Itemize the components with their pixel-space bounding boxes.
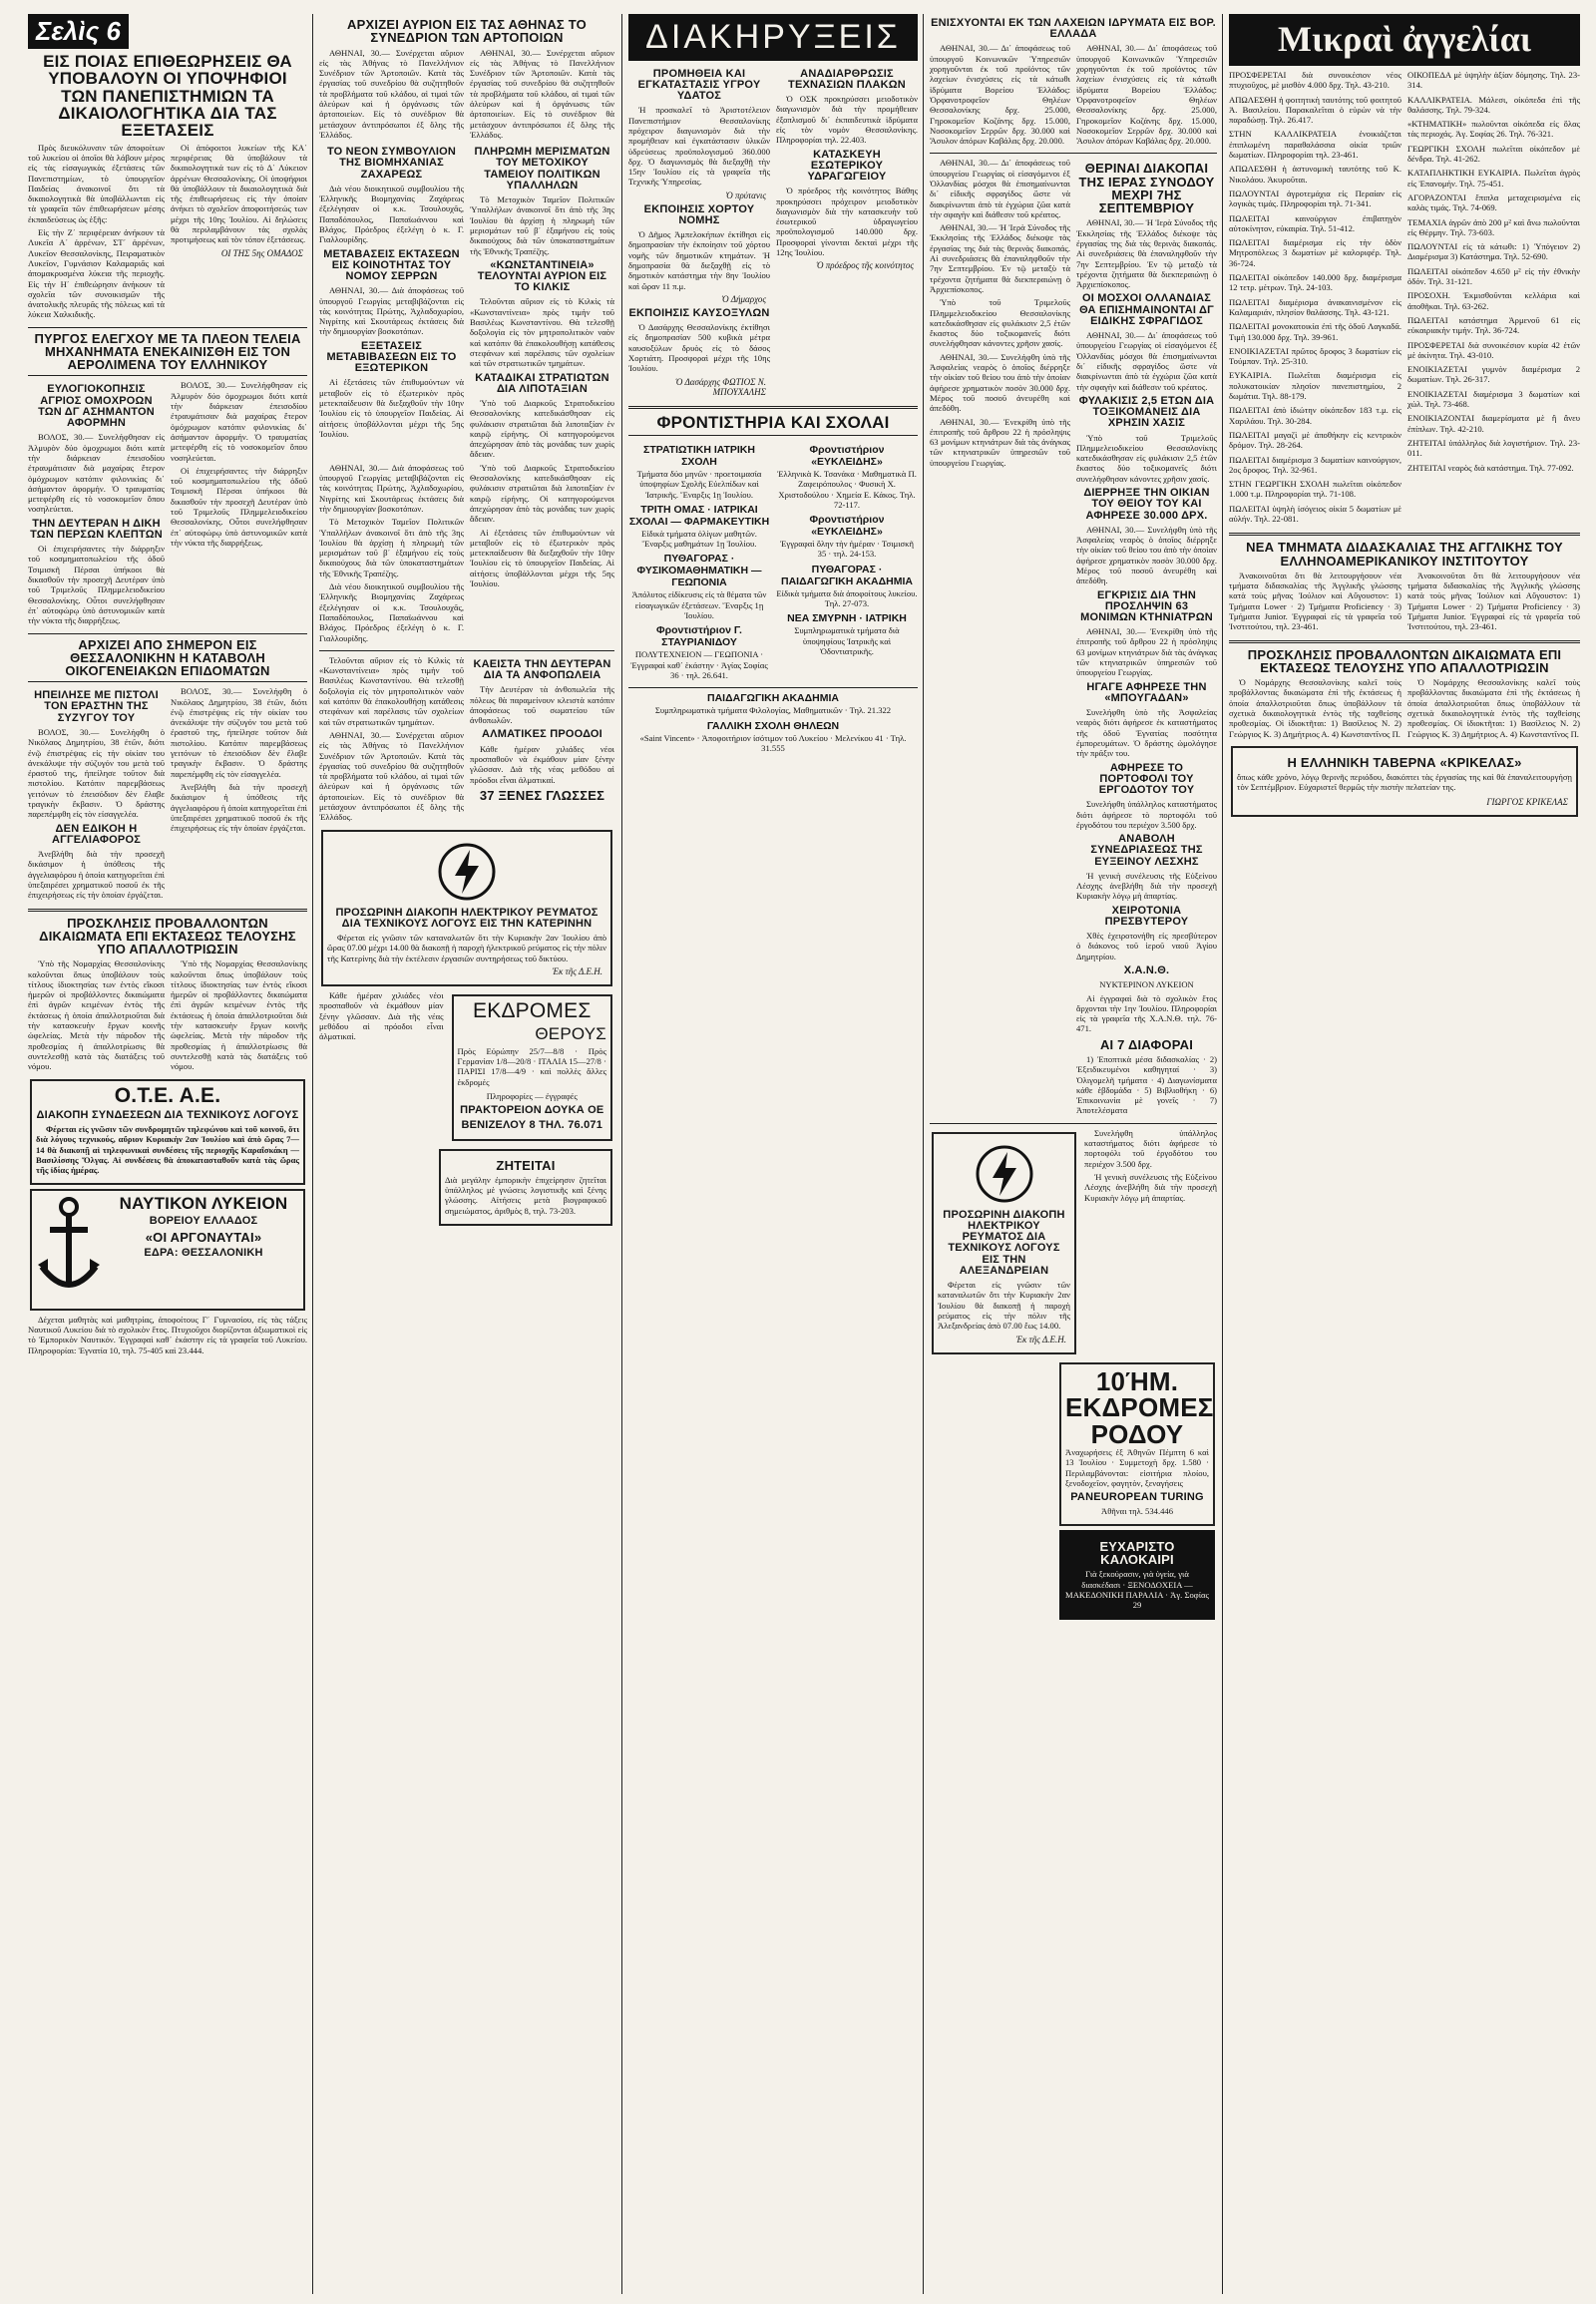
article-body: Συνελήφθη ὑπάλληλος καταστήματος διότι ἀφήρεσε τὸ πορτοφόλι τοῦ ἐργοδότου του περιέχον 3.500 δρχ.	[1076, 799, 1217, 830]
deh-logo-icon	[975, 1144, 1034, 1204]
article-body: Τὴν Δευτέραν τὰ ἀνθοπωλεῖα τῆς πόλεως θὰ παραμείνουν κλειστὰ κατόπιν ἀποφάσεως τοῦ σωματείου τῶν ἀνθοπωλῶν.	[470, 684, 614, 726]
article-body: ΒΟΛΟΣ, 30.— Συνελήφθησαν εἰς Ἀλμυρὸν δύο ὁμοχρωμοι διότι κατὰ τὴν διάρκειαν ἐπεισοδίου ἐτραυμάτισαν διὰ μαχαίρας ἕτερον ὁμόχρωμον κατόπιν φιλονικίας δι᾿ ἀσήμαντον ἀφορμήν. Ὁ τραυματίας μετεφέρθη εἰς τὸ νοσοκομεῖον ὅπου νοσηλεύεται.	[28, 432, 165, 515]
article-body: ΑΘΗΝΑΙ, 30.— Δι᾿ ἀποφάσεως τοῦ ὑπουργοῦ Κοινωνικῶν Ὑπηρεσιῶν χορηγοῦνται ἐκ τοῦ προϊόντος τῶν λαχείων ἐνισχύσεις εἰς τὰ κάτωθι ἱδρύματα Βορείου Ἑλλάδος: Ὀρφανοτροφεῖον Θηλέων Θεσσαλονίκης δρχ. 25.000, Γηροκομεῖον Κοζάνης δρχ. 15.000, Νοσοκομεῖον Σερρῶν δρχ. 30.000 καὶ Ἄσυλον ἀπόρων Καβάλας δρχ. 20.000.	[1076, 43, 1217, 147]
excursions-list: Πρὸς Εὐρώπην 25/7—8/8 · Πρὸς Γερμανίαν 1/8—20/8 · ΙΤΑΛΙΑ 15—27/8 · ΠΑΡΙΣΙ 17/8—4/9 · καὶ πολλὲς ἄλλες ἐκδρομές	[457, 1045, 606, 1087]
article-body: Ὑπὸ τῆς Νομαρχίας Θεσσαλονίκης καλοῦνται ὅπως ὑποβάλουν τοὺς τίτλους ἰδιοκτησίας των ἐντὸς εἴκοσι ἡμερῶν οἱ προβάλλοντες δικαιώματα ἐπὶ ἀγρῶν κειμένων ἐντὸς τῆς ἐκτάσεως ἡ ὁποία ἀπαλλοτριοῦται διὰ τὴν κατασκευὴν ἔργων κοινῆς ὠφελείας. Μετὰ τὴν πάροδον τῆς προθεσμίας ἡ ἀπαλλοτρίωσις θὰ συντελεσθῇ κατὰ τὰς διατάξεις τοῦ νόμου.	[28, 959, 165, 1072]
classifieds-banner: Μικραὶ ἀγγελίαι	[1229, 14, 1580, 66]
headline: ΑΡΧΙΖΕΙ ΑΠΟ ΣΗΜΕΡΟΝ ΕΙΣ ΘΕΣΣΑΛΟΝΙΚΗΝ Η ΚΑΤΑΒΟΛΗ ΟΙΚΟΓΕΝΕΙΑΚΩΝ ΕΠΙΔΟΜΑΤΩΝ	[65, 636, 270, 678]
school-name: ΣΤΡΑΤΙΩΤΙΚΗ ΙΑΤΡΙΚΗ ΣΧΟΛΗ	[643, 443, 755, 468]
headline: «ΚΩΝΣΤΑΝΤΙΝΕΙΑ» ΤΕΛΟΥΝΤΑΙ ΑΥΡΙΟΝ ΕΙΣ ΤΟ ΚΙΛΚΙΣ	[477, 258, 607, 294]
article-body: Οἱ ἐπιχειρήσαντες τὴν διάρρηξιν τοῦ κοσμηματοπωλείου τῆς ὁδοῦ Τσιμισκῆ Πέρσαι ὑπήκοοι θὰ δικασθοῦν τὴν προσεχῆ Δευτέραν ὑπὸ τοῦ Τριμελοῦς Πλημμελειοδικείου Θεσσαλονίκης. Οὗτοι συνελήφθησαν ἐπ᾿ αὐτοφώρῳ ὑπὸ ἀστυνομικῶν κατὰ τὴν νύκτα τῆς διαρρήξεως.	[28, 544, 165, 626]
column-4	[930, 14, 1217, 2294]
wanted-ad	[439, 1149, 612, 1226]
headline: ΔΙΕΡΡΗΞΕ ΤΗΝ ΟΙΚΙΑΝ ΤΟΥ ΘΕΙΟΥ ΤΟΥ ΚΑΙ ΑΦΗΡΕΣΕ 30.000 ΔΡΧ.	[1083, 487, 1210, 522]
classified-ad: ΚΑΤΑΠΛΗΚΤΙΚΗ ΕΥΚΑΙΡΙΑ. Πωλεῖται ἀγρὸς εἰς Ἐπανομήν. Τηλ. 75-451.	[1407, 168, 1580, 189]
classified-ad: ΠΩΛΕΙΤΑΙ ὑψηλὴ ἰσόγειος οἰκία 5 δωματίων μὲ αὐλήν. Τηλ. 22-081.	[1229, 503, 1401, 524]
proclamation-title: ΠΡΟΜΗΘΕΙΑ ΚΑΙ ΕΓΚΑΤΑΣΤΑΣΙΣ ΥΓΡΟΥ ΥΔΑΤΟΣ	[637, 67, 761, 103]
ote-subtitle: ΔΙΑΚΟΠΗ ΣΥΝΔΕΣΕΩΝ ΔΙΑ ΤΕΧΝΙΚΟΥΣ ΛΟΓΟΥΣ	[36, 1108, 299, 1121]
excursions-info: Πληροφορίες — ἐγγραφές	[486, 1090, 578, 1101]
classified-ad: ΖΗΤΕΙΤΑΙ ὑπάλληλος διὰ λογιστήριον. Τηλ. 23-011.	[1407, 437, 1580, 459]
school-name: Φροντιστήριον Γ. ΣΤΑΥΡΙΑΝΙΔΟΥ	[656, 624, 742, 649]
byline: ΟΙ ΤΗΣ 5ης ΟΜΑΔΟΣ	[220, 247, 303, 258]
school-name: ΓΑΛΛΙΚΗ ΣΧΟΛΗ ΘΗΛΕΩΝ	[706, 719, 840, 732]
column-2	[319, 14, 614, 2294]
school-details: Συμπληρωματικὰ τμήματα διὰ ὑποψηφίους Ἰατρικῆς καὶ Ὀδοντιατρικῆς.	[794, 625, 900, 656]
headline: ΝΕΑ ΤΜΗΜΑΤΑ ΔΙΔΑΣΚΑΛΙΑΣ ΤΗΣ ΑΓΓΛΙΚΗΣ ΤΟΥ ΕΛΛΗΝΟΑΜΕΡΙΚΑΝΙΚΟΥ ΙΝΣΤΙΤΟΥΤΟΥ	[1246, 540, 1563, 569]
school-name: Φροντιστήριον «ΕΥΚΛΕΙΔΗΣ»	[809, 514, 885, 539]
school-details: ΠΟΛΥΤΕΧΝΕΙΟΝ — ΓΕΩΠΟΝΙΑ · Ἐγγραφαὶ καθ᾿ ἑκάστην · Ἀγίας Σοφίας 36 · τηλ. 26.641.	[630, 649, 768, 680]
headline: ΚΑΤΑΔΙΚΑΙ ΣΤΡΑΤΙΩΤΩΝ ΔΙΑ ΛΙΠΟΤΑΞΙΑΝ	[475, 371, 609, 395]
taverna-body: ὅπως κάθε χρόνο, λόγῳ θερινῆς περιόδου, διακόπτει τὰς ἐργασίας της καὶ θὰ ἐπαναλειτουργήσῃ τὸν Σεπτέμβριον. Εὐχαριστεῖ θερμῶς τὴν πιστὴν πελατείαν της.	[1237, 772, 1572, 793]
lead-body: Οἱ ἀπόφοιτοι λυκείων τῆς ΚΑ΄ περιφέρειας θὰ ὑποβάλουν τὰ δικαιολογητικά των εἰς τὸ Δ΄ Λύκειον ἀρρένων Θεσσαλονίκης. Οἱ ὑποψήφιοι θὰ ὑποβάλλουν τὰ δικαιολογητικὰ διὰ τῆς ἐπιθεωρήσεως εἰς τὴν ὁποίαν ἀνήκει τὸ σχολεῖον ἀποφοιτήσεώς των μέχρι τῆς 10ης Ἰουλίου. Αἱ δηλώσεις θὰ περιλαμβάνουν τὰς σχολὰς προτιμήσεως καὶ τὸν τόπον ἐξετάσεως.	[171, 142, 307, 245]
article-body: ΒΟΛΟΣ, 30.— Συνελήφθησαν εἰς Ἀλμυρὸν δύο ὁμοχρωμοι διότι κατὰ τὴν διάρκειαν ἐπεισοδίου ἐτραυμάτισαν διὰ μαχαίρας ἕτερον ὁμόχρωμον κατόπιν φιλονικίας δι᾿ ἀσήμαντον ἀφορμήν. Ὁ τραυματίας μετεφέρθη εἰς τὸ νοσοκομεῖον ὅπου νοσηλεύεται.	[171, 380, 307, 463]
school-details: Ἐγγραφαὶ ὅλην τὴν ἡμέραν · Τσιμισκῆ 35 · τηλ. 24-153.	[779, 539, 914, 560]
classified-ad: ΕΥΚΑΙΡΙΑ. Πωλεῖται διαμέρισμα εἰς πολυκατοικίαν πλησίον πανεπιστημίου, 2 δωμάτια. Τηλ. 88-179.	[1229, 370, 1401, 402]
excursions-address: ΒΕΝΙΖΕΛΟΥ 8 ΤΗΛ. 76.071	[461, 1119, 603, 1132]
proclamation-title: ΚΑΤΑΣΚΕΥΗ ΕΣΩΤΕΡΙΚΟΥ ΥΔΡΑΓΩΓΕΙΟΥ	[807, 148, 887, 184]
classified-ad: ΕΝΟΙΚΙΑΖΕΤΑΙ πρῶτος ὄροφος 3 δωματίων εἰς Τούμπαν. Τηλ. 25-310.	[1229, 345, 1401, 367]
classified-ad: ΣΤΗΝ ΚΑΛΛΙΚΡΑΤΕΙΑ ἐνοικιάζεται ἐπιπλωμένη παραθαλάσσια οἰκία τριῶν δωματίων. Πληροφορίαι τηλ. 23-461.	[1229, 129, 1401, 161]
proclamation-title: ΕΚΠΟΙΗΣΙΣ ΚΑΥΣΟΞΥΛΩΝ	[628, 306, 770, 319]
article-body: ΑΘΗΝΑΙ, 30.— Συνελήφθη ὑπὸ τῆς Ἀσφαλείας νεαρὸς ὁ ὁποῖος διέρρηξε τὴν οἰκίαν τοῦ θείου του ἀπὸ τὴν ὁποίαν ἀφήρεσε χρηματικὸν ποσὸν 30.000 δρχ. Μέρος τοῦ ποσοῦ ἀνευρέθη καὶ ἀπεδόθη.	[1076, 524, 1217, 586]
headline: 37 ΞΕΝΕΣ ΓΛΩΣΣΕΣ	[479, 787, 605, 803]
classified-ad: ΠΩΛΕΙΤΑΙ οἰκόπεδον 140.000 δρχ. διαμέρισμα 12 τετρ. μέτρων. Τηλ. 24-103.	[1229, 272, 1401, 293]
taverna-ad	[1231, 746, 1578, 817]
headline: ΟΙ ΜΟΣΧΟΙ ΟΛΛΑΝΔΙΑΣ ΘΑ ΕΠΙΣΗΜΑΙΝΟΝΤΑΙ ΔΓ ΕΙΔΙΚΗΣ ΣΦΡΑΓΙΔΟΣ	[1079, 292, 1214, 327]
rhodes-address: Ἀθῆναι τηλ. 534.446	[1100, 1506, 1173, 1517]
classified-ad: ΠΡΟΣΦΕΡΕΤΑΙ διὰ συνοικέσιον νέος πτυχιοῦχος, μὲ μισθὸν 4.000 δρχ. Τηλ. 43-210.	[1229, 70, 1401, 91]
classified-ad: ΣΤΗΝ ΓΕΩΡΓΙΚΗ ΣΧΟΛΗ πωλεῖται οἰκόπεδον 1.000 τ.μ. Πληροφορίαι τηλ. 71-108.	[1229, 479, 1401, 500]
deh-logo-icon	[437, 842, 497, 902]
deh-signature: Ἐκ τῆς Δ.Ε.Η.	[1015, 1334, 1066, 1344]
summer-hotels-ad	[1059, 1530, 1215, 1621]
classified-ad: ΑΠΩΛΕΣΘΗ ἡ ἀστυνομικὴ ταυτότης τοῦ Κ. Νικολάου. Ἀκυροῦται.	[1229, 164, 1401, 185]
article-body: ΑΘΗΝΑΙ, 30.— Δι᾿ ἀποφάσεως τοῦ ὑπουργείου Γεωργίας οἱ εἰσαγόμενοι ἐξ Ὀλλανδίας μόσχοι θὰ ἐπισημαίνωνται δι᾿ εἰδικῆς σφραγίδος ὥστε νὰ διακρίνωνται ἀπὸ τὰ ἐγχώρια ζῶα κατὰ τὴν σφαγὴν καὶ διάθεσιν τοῦ κρέατος.	[1076, 330, 1217, 392]
classified-ad: ΕΝΟΙΚΙΑΖΕΤΑΙ γυμνὸν διαμέρισμα 2 δωματίων. Τηλ. 26-317.	[1407, 364, 1580, 385]
article-body: Ὑπὸ τοῦ Διαρκοῦς Στρατοδικείου Θεσσαλονίκης κατεδικάσθησαν εἰς φυλάκισιν στρατιῶται διὰ λιποταξίαν ἐν καιρῷ εἰρήνης. Οἱ κατηγορούμενοι ἀπεχώρησαν ἀπὸ τὰς μονάδας των χωρὶς ἄδειαν.	[470, 462, 614, 525]
classified-ad: ΠΩΛΕΙΤΑΙ μαγαζὶ μὲ ἀποθήκην εἰς κεντρικὸν δρόμον. Τηλ. 28-264.	[1229, 429, 1401, 451]
rhodes-excursion-ad	[1059, 1362, 1215, 1526]
xanth-subtitle: ΝΥΚΤΕΡΙΝΟΝ ΛΥΚΕΙΟΝ	[1099, 979, 1194, 990]
article-body: Διὰ νέου διοικητικοῦ συμβουλίου τῆς Ἑλληνικῆς Βιομηχανίας Ζαχάρεως ἐξελέγησαν οἱ κ.κ. Τσουλουχᾶς, Παπαδόπουλος, Παπαϊωάννου καὶ Βλάχος. Πρόεδρος ἐξελέγη ὁ κ. Γ. Γιαλλουρίδης.	[319, 183, 464, 245]
headline: ΚΑΕΙΣΤΑ ΤΗΝ ΔΕΥΤΕΡΑΝ ΔΙΑ ΤΑ ΑΝΦΟΠΩΛΕΙΑ	[473, 657, 611, 682]
wanted-body: Διὰ μεγάλην ἐμπορικὴν ἐπιχείρησιν ζητεῖται ὑπάλληλος μὲ γνώσεις λογιστικῆς καὶ ξένης γλώσσης. Αἰτήσεις μετὰ βιογραφικοῦ σημειώματος, ἀριθμὸς 8, τηλ. 73-203.	[445, 1174, 606, 1216]
headline: ΕΥΛΟΓΙΟΚΟΠΗΣΙΣ ΑΓΡΙΟΣ ΟΜΟΧΡΟΩΝ ΤΩΝ ΔΓ ΑΣΗΜΑΝΤΟΝ ΑΦΟΡΜΗΝ	[38, 383, 155, 430]
article-body: Ἡ γενικὴ συνέλευσις τῆς Εὐξείνου Λέσχης ἀνεβλήθη διὰ τὴν προσεχῆ Κυριακὴν λόγῳ μὴ ἀπαρτίας.	[1076, 870, 1217, 902]
classified-ad: ΠΡΟΣΟΧΗ. Ἐκμισθοῦνται κελλάρια καὶ ἀποθῆκαι. Τηλ. 63-262.	[1407, 290, 1580, 311]
headline: ΕΝΙΣΧΥΟΝΤΑΙ ΕΚ ΤΩΝ ΛΑΧΕΙΩΝ ΙΔΡΥΜΑΤΑ ΕΙΣ ΒΟΡ. ΕΛΛΑΔΑ	[931, 17, 1216, 41]
article-body: ΑΘΗΝΑΙ, 30.— Ἐνεκρίθη ὑπὸ τῆς ἐπιτροπῆς τοῦ ἄρθρου 22 ἡ πρόσληψις 63 μονίμων κτηνιάτρων διὰ τὰς ἀνάγκας τῶν κτηνιατρικῶν ὑπηρεσιῶν τοῦ ὑπουργείου Γεωργίας.	[1076, 626, 1217, 678]
headline: ΕΓΚΡΙΣΙΣ ΔΙΑ ΤΗΝ ΠΡΟΣΛΗΨΙΝ 63 ΜΟΝΙΜΩΝ ΚΤΗΝΙΑΤΡΩΝ	[1080, 588, 1213, 623]
nautical-title: ΝΑΥΤΙΚΟΝ ΛΥΚΕΙΟΝ	[119, 1193, 288, 1213]
article-body: ΑΘΗΝΑΙ, 30.— Ἐνεκρίθη ὑπὸ τῆς ἐπιτροπῆς τοῦ ἄρθρου 22 ἡ πρόσληψις 63 μονίμων κτηνιάτρων διὰ τὰς ἀνάγκας τῶν κτηνιατρικῶν ὑπηρεσιῶν τοῦ ὑπουργείου Γεωργίας.	[930, 416, 1070, 468]
school-details: Ἑλληνικὰ Κ. Τσανάκα · Μαθηματικὰ Π. Ζαφειρόπουλος · Φυσικὴ Χ. Χριστοδούλου · Χημεία Ε. Κάκος. Τηλ. 72-117.	[777, 468, 917, 510]
excursions-ad	[452, 994, 612, 1141]
article-body: Τελοῦνται αὔριον εἰς τὸ Κιλκὶς τὰ «Κωνσταντίνεια» πρὸς τιμὴν τοῦ Βασιλέως Κωνσταντίνου. Θὰ τελεσθῇ δοξολογία εἰς τὸν μητροπολιτικὸν ναὸν καὶ κατόπιν θὰ ἐπακολουθήσῃ κατάθεσις στεφάνων καὶ παρέλασις τῶν σχολείων καὶ τῶν στρατιωτικῶν τμημάτων.	[319, 654, 464, 727]
article-body: Κάθε ἡμέραν χιλιάδες νέοι προσπαθοῦν νὰ ἐκμάθουν μίαν ξένην γλῶσσαν. Διὰ τῆς νέας μεθόδου αἱ πρόοδοι εἶναι ἀλματικαί.	[319, 989, 444, 1042]
headline: ΗΠΕΙΛΗΣΕ ΜΕ ΠΙΣΤΟΛΙ ΤΟΝ ΕΡΑΣΤΗΝ ΤΗΣ ΣΥΖΥΓΟΥ ΤΟΥ	[34, 689, 159, 724]
article-body: ΑΘΗΝΑΙ, 30.— Διὰ ἀποφάσεως τοῦ ὑπουργοῦ Γεωργίας μεταβιβάζονται εἰς τὰς κοινότητας Πρώτης, Ἀχλαδοχωρίου, Νιγρίτης καὶ Σκουτάρεως ἐκτάσεις διὰ τὴν δημιουργίαν βοσκοτόπων.	[319, 462, 464, 514]
section-banner: Σελὶς 6	[28, 14, 129, 49]
classified-ad: ΖΗΤΕΙΤΑΙ νεαρὸς διὰ κατάστημα. Τηλ. 77-092.	[1407, 462, 1574, 473]
article-body: Ὑπὸ τῆς Νομαρχίας Θεσσαλονίκης καλοῦνται ὅπως ὑποβάλουν τοὺς τίτλους ἰδιοκτησίας των ἐντὸς εἴκοσι ἡμερῶν οἱ προβάλλοντες δικαιώματα ἐπὶ ἀγρῶν κειμένων ἐντὸς τῆς ἐκτάσεως ἡ ὁποία ἀπαλλοτριοῦται διὰ τὴν κατασκευὴν ἔργων κοινῆς ὠφελείας. Μετὰ τὴν πάροδον τῆς προθεσμίας ἡ ἀπαλλοτρίωσις θὰ συντελεσθῇ κατὰ τὰς διατάξεις τοῦ νόμου.	[171, 959, 307, 1072]
proclamation-signature: Ὁ πρύτανις	[725, 190, 766, 200]
taverna-title: Η ΕΛΛΗΝΙΚΗ ΤΑΒΕΡΝΑ «ΚΡΙΚΕΛΑΣ»	[1287, 754, 1522, 770]
nautical-body: Δέχεται μαθητὰς καὶ μαθητρίας, ἀποφοίτους Γ΄ Γυμνασίου, εἰς τὰς τάξεις Ναυτικοῦ Λυκείου διὰ τὸ σχολικὸν ἔτος. Πτυχιοῦχοι διορίζονται ἀξιωματικοὶ εἰς τὸ Ἐμπορικὸν Ναυτικόν. Ἐγγραφαὶ καθ᾿ ἑκάστην εἰς τὰ γραφεῖα τοῦ Λυκείου. Πληροφορίαι: Ἐγνατία 10, τηλ. 75-405 καὶ 23.444.	[28, 1314, 307, 1355]
deh-headline: ΠΡΟΣΩΡΙΝΗ ΔΙΑΚΟΠΗ ΗΛΕΚΤΡΙΚΟΥ ΡΕΥΜΑΤΟΣ ΔΙΑ ΤΕΧΝΙΚΟΥΣ ΛΟΓΟΥΣ ΕΙΣ ΤΗΝ ΑΛΕΞΑΝΔΡΕΙΑΝ	[943, 1208, 1065, 1277]
school-name: ΠΥΘΑΓΟΡΑΣ · ΠΑΙΔΑΓΩΓΙΚΗ ΑΚΑΔΗΜΙΑ	[781, 563, 913, 587]
proclamation-signature: Ὁ πρόεδρος τῆς κοινότητος	[816, 260, 914, 271]
headline: ΦΥΛΑΚΙΣΙΣ 2,5 ΕΤΩΝ ΔΙΑ ΤΟΞΙΚΟΜΑΝΕΙΣ ΔΙΑ ΧΡΗΣΙΝ ΧΑΣΙΣ	[1078, 394, 1215, 430]
school-name: ΠΑΙΔΑΓΩΓΙΚΗ ΑΚΑΔΗΜΙΑ	[707, 692, 839, 705]
deh-headline: ΠΡΟΣΩΡΙΝΗ ΔΙΑΚΟΠΗ ΗΛΕΚΤΡΙΚΟΥ ΡΕΥΜΑΤΟΣ ΔΙΑ ΤΕΧΝΙΚΟΥΣ ΛΟΓΟΥΣ ΕΙΣ ΤΗΝ ΚΑΤΕΡΙΝΗΝ	[335, 906, 598, 930]
headline: ΑΡΧΙΖΕΙ ΑΥΡΙΟΝ ΕΙΣ ΤΑΣ ΑΘΗΝΑΣ ΤΟ ΣΥΝΕΔΡΙΟΝ ΤΩΝ ΑΡΤΟΠΟΙΩΝ	[347, 17, 587, 46]
classified-ad: ΠΩΛΕΙΤΑΙ καινούργιον ἐπιβατηγὸν αὐτοκίνητον, εὐκαιρία. Τηλ. 51-412.	[1229, 212, 1401, 233]
headline: ΗΓΑΓΕ ΑΦΗΡΕΣΕ ΤΗΝ «ΜΠΟΥΓΑΔΑΝ»	[1086, 680, 1207, 704]
nautical-name: «ΟΙ ΑΡΓΟΝΑΥΤΑΙ»	[145, 1230, 262, 1246]
article-body: Συνελήφθη ὑπὸ τῆς Ἀσφαλείας νεαρὸς διότι ἀφήρεσε ἐκ καταστήματος τῆς ὁδοῦ Ἐγνατίας ποσότητα ἐμπορευμάτων. Ὁ δράστης ὡμολόγησε τὴν πρᾶξιν του.	[1076, 707, 1217, 759]
deh-notice-2	[932, 1132, 1076, 1354]
classified-ad: ΑΠΩΛΕΣΘΗ ἡ φοιτητικὴ ταυτότης τοῦ φοιτητοῦ Ἀ. Βασιλείου. Παρακαλεῖται ὁ εὑρὼν νὰ τὴν παραδώσῃ. Τηλ. 26.417.	[1229, 94, 1401, 126]
proclamation-body: Ὁ πρόεδρος τῆς κοινότητος Βάθης προκηρύσσει πρόχειρον μειοδοτικὸν διαγωνισμὸν διὰ τὴν κατασκευὴν τοῦ ἐσωτερικοῦ ὑδραγωγείου προϋπολογισμοῦ 140.000 δρχ. Προσφοραὶ γίνονται δεκταὶ μέχρι τῆς 12ης Ἰουλίου.	[776, 186, 918, 258]
article-body: Κάθε ἡμέραν χιλιάδες νέοι προσπαθοῦν νὰ ἐκμάθουν μίαν ξένην γλῶσσαν. Διὰ τῆς νέας μεθόδου αἱ πρόοδοι εἶναι ἀλματικαί.	[470, 743, 614, 785]
lead-body: Πρὸς διευκόλυνσιν τῶν ἀποφοίτων τοῦ λυκείου οἱ ὁποῖοι θὰ λάβουν μέρος εἰς τὰς εἰσαγωγικὰς ἐξετάσεις τῶν Πανεπιστημίων, τὸ ὑπουργεῖον Παιδείας ἀνακοινοῖ ὅτι τὰ δικαιολογητικὰ θὰ ὑποβάλλωνται εἰς τὰ γραφεῖα τῶν ἐπιθεωρήσεων μέσης ἐκπαιδεύσεως ὡς ἑξῆς:	[28, 142, 165, 224]
headline: ΤΗΝ ΔΕΥΤΕΡΑΝ Η ΔΙΚΗ ΤΩΝ ΠΕΡΣΩΝ ΚΛΕΠΤΩΝ	[30, 517, 163, 541]
headline: Χ.Α.Ν.Θ.	[1123, 963, 1170, 976]
article-body: Συνελήφθη ὑπάλληλος καταστήματος διότι ἀφήρεσε τὸ πορτοφόλι τοῦ ἐργοδότου του περιέχον 3.500 δρχ.	[1084, 1127, 1217, 1169]
lead-body: Εἰς τὴν Ζ΄ περιφέρειαν ἀνήκουν τὰ Λυκεῖα Α΄ ἀρρένων, ΣΤ΄ ἀρρένων, Λυκεῖον Θεσσαλονίκης, Πειραματικὸν Λυκεῖον, Γυμνάσιον Καλαμαριᾶς καὶ ἀπομακρυσμένα λύκεια τῆς περιοχῆς. Εἰς τὴν Η΄ ἐπιθεώρησιν ἀνήκουν τὰ σχολεῖα τῶν συνοικισμῶν τῆς ἀνατολικῆς πλευρᾶς τῆς πόλεως καὶ τὰ λύκεια Χαλκιδικῆς.	[28, 227, 165, 320]
school-details: Ἀπόλυτος εἰδίκευσις εἰς τὰ θέματα τῶν εἰσαγωγικῶν ἐξετάσεων. Ἔναρξις 1ῃ Ἰουλίου.	[631, 589, 767, 621]
proclamation-signature: Ὁ Δήμαρχος	[721, 293, 766, 304]
school-details: Εἰδικὰ τμήματα διὰ ἀποφοίτους λυκείου. Τηλ. 27-073.	[776, 587, 918, 609]
proclamation-body: Ἡ προσκαλεῖ τὸ Ἀριστοτέλειον Πανεπιστήμιον Θεσσαλονίκης πρόχειρον διαγωνισμὸν διὰ τὴν προμήθειαν καὶ ἐγκατάστασιν ὑλικῶν ὑδρεύσεως προϋπολογισμοῦ 360.000 δρχ. Ὁ διαγωνισμὸς θὰ διεξαχθῇ τὴν 15ην Ἰουλίου εἰς τὰ γραφεῖα τῆς Τεχνικῆς Ὑπηρεσίας.	[628, 105, 770, 188]
rhodes-agency: PANEUROPEAN TURING	[1070, 1491, 1204, 1504]
school-details: Συμπληρωματικὰ τμήματα Φιλολογίας, Μαθηματικῶν · Τηλ. 21.322	[654, 705, 892, 716]
article-body: Ὁ Νομάρχης Θεσσαλονίκης καλεῖ τοὺς προβάλλοντας δικαιώματα ἐπὶ τῆς ἐκτάσεως ἡ ὁποία ἀπαλλοτριοῦται ὅπως ὑποβάλλουν τὰ σχετικὰ δικαιολογητικὰ ἐντὸς τῆς ταχθείσης προθεσμίας. Οἱ ἰδιοκτῆται: 1) Βασίλειος Ν. 2) Γεώργιος Κ. 3) Δημήτριος Α. 4) Κωνσταντῖνος Π.	[1407, 677, 1580, 739]
article-body: Ὑπὸ τοῦ Τριμελοῦς Πλημμελειοδικείου Θεσσαλονίκης κατεδικάσθησαν εἰς φυλάκισιν 2,5 ἐτῶν ἕκαστος δύο τοξικομανεῖς διότι συνελήφθησαν κάνοντες χρῆσιν χασίς.	[1076, 432, 1217, 484]
classified-ad: ΤΕΜΑΧΙΑ ἀγρῶν ἀπὸ 200 μ² καὶ ἄνω πωλοῦνται εἰς Θέρμην. Τηλ. 73-603.	[1407, 216, 1580, 237]
classified-ad: ΟΙΚΟΠΕΔΑ μὲ ὑψηλὴν ἀξίαν δόμησης. Τηλ. 23-314.	[1407, 70, 1580, 91]
headline: ΠΡΟΣΚΛΗΣΙΣ ΠΡΟΒΑΛΛΟΝΤΩΝ ΔΙΚΑΙΩΜΑΤΑ ΕΠΙ ΕΚΤΑΣΕΩΣ ΤΕΛΟΥΣΗΣ ΥΠΟ ΑΠΑΛΛΟΤΡΙΩΣΙΝ	[39, 915, 296, 957]
summer-body: Γιὰ ξεκούρασιν, γιὰ ὑγεία, γιὰ διασκέδασι · ΞΕΝΟΔΟΧΕΙΑ — ΜΑΚΕΔΟΝΙΚΗ ΠΑΡΑΛΙΑ · Ἁγ. Σοφίας 29	[1065, 1569, 1209, 1611]
headline: ΔΕΝ ΕΔΙΚΟΗ Η ΑΓΓΕΛΙΑΦΟΡΟΣ	[51, 822, 142, 846]
school-name: ΤΡΙΤΗ ΟΜΑΣ · ΙΑΤΡΙΚΑΙ ΣΧΟΛΑΙ — ΦΑΡΜΑΚΕΥΤΙΚΗ	[628, 503, 770, 528]
article-body: ΑΘΗΝΑΙ, 30.— Συνελήφθη ὑπὸ τῆς Ἀσφαλείας νεαρὸς ὁ ὁποῖος διέρρηξε τὴν οἰκίαν τοῦ θείου του ἀπὸ τὴν ὁποίαν ἀφήρεσε χρηματικὸν ποσὸν 30.000 δρχ. Μέρος τοῦ ποσοῦ ἀνευρέθη καὶ ἀπεδόθη.	[930, 351, 1070, 414]
classified-ad: ΠΩΛΕΙΤΑΙ διαμέρισμα 3 δωματίων καινούργιον, 2ος ὄροφος. Τηλ. 32-961.	[1229, 454, 1401, 475]
nautical-lyceum-ad	[30, 1189, 305, 1311]
proclamation-body: Ὁ ΟΣΚ προκηρύσσει μειοδοτικὸν διαγωνισμὸν διὰ τὴν προμήθειαν ἐξοπλισμοῦ δι᾿ ἐκπαιδευτικὰ ἱδρύματα εἰς τὸν νομὸν Θεσσαλονίκης. Πληροφορίαι τηλ. 22.403.	[776, 94, 918, 146]
deh-body: Φέρεται εἰς γνῶσιν τῶν καταναλωτῶν ὅτι τὴν Κυριακὴν 2αν Ἰουλίου ἀπὸ ὥρας 07.00 μέχρι 14.00 θὰ διακοπῇ ἡ παροχὴ ἠλεκτρικοῦ ρεύματος εἰς τὴν πόλιν τῆς Κατερίνης διὰ τὴν ἐκτέλεσιν ἐργασιῶν συντηρήσεως τοῦ δικτύου.	[327, 933, 606, 963]
classified-ad: ΕΝΟΙΚΙΑΖΕΤΑΙ διαμέρισμα 3 δωματίων καὶ χώλ. Τηλ. 73-468.	[1407, 388, 1580, 410]
classified-ad: ΠΩΛΕΙΤΑΙ οἰκόπεδον 4.650 μ² εἰς τὴν ἐθνικὴν ὁδόν. Τηλ. 31-121.	[1407, 265, 1580, 287]
headline: ΤΟ ΝΕΟΝ ΣΥΜΒΟΥΛΙΟΝ ΤΗΣ ΒΙΟΜΗΧΑΝΙΑΣ ΖΑΧΑΡΕΩΣ	[326, 146, 457, 181]
proclamation-signature: Ὁ Δασάρχης ΦΩΤΙΟΣ Ν. ΜΠΟΥΧΑΛΗΣ	[675, 376, 766, 397]
classified-ad: ΠΩΛΕΙΤΑΙ ἀπὸ ἰδιώτην οἰκόπεδον 183 τ.μ. εἰς Χαριλάου. Τηλ. 30-284.	[1229, 405, 1401, 426]
classified-ad: ΠΩΛΕΙΤΑΙ μονοκατοικία ἐπὶ τῆς ὁδοῦ Λαγκαδᾶ. Τιμὴ 130.000 δρχ. Τηλ. 39-961.	[1229, 321, 1401, 342]
article-body: Ἡ γενικὴ συνέλευσις τῆς Εὐξείνου Λέσχης ἀνεβλήθη διὰ τὴν προσεχῆ Κυριακὴν λόγῳ μὴ ἀπαρτίας.	[1084, 1171, 1217, 1203]
article-body: ΑΘΗΝΑΙ, 30.— Συνέρχεται αὔριον εἰς τὰς Ἀθήνας τὸ Πανελλήνιον Συνέδριον τῶν Ἀρτοποιῶν. Κατὰ τὰς ἐργασίας τοῦ συνεδρίου θὰ συζητηθοῦν τὰ προβλήματα τοῦ κλάδου, αἱ τιμαὶ τῶν ἀλεύρων καὶ ἡ ὀργάνωσις τῶν ἀρτοποιείων. Εἰς τὸ συνέδριον θὰ μετάσχουν ἀντιπρόσωποι ἐξ ὅλης τῆς Ἑλλάδος.	[319, 47, 464, 140]
article-body: Ἀνεβλήθη διὰ τὴν προσεχῆ δικάσιμον ἡ ὑπόθεσις τῆς ἀγγελιαφόρου ἡ ὁποία κατηγορεῖται ἐπὶ ὑπεξαιρέσει χρηματικοῦ ποσοῦ ἐκ τῆς ἐπιχειρήσεως εἰς τὴν ὁποίαν ἐργάζεται.	[171, 781, 307, 834]
column-5	[1229, 14, 1580, 2294]
excursions-agency: ΠΡΑΚΤΟΡΕΙΟΝ ΔΟΥΚΑ ΟΕ	[460, 1104, 604, 1117]
ote-title: Ο.Τ.Ε. Α.Ε.	[114, 1083, 221, 1107]
article-body: ΑΘΗΝΑΙ, 30.— Ἡ Ἱερὰ Σύνοδος τῆς Ἐκκλησίας τῆς Ἑλλάδος διέκοψε τὰς ἐργασίας της διὰ τὰς θερινὰς διακοπάς. Αἱ συνεδριάσεις θὰ ἐπαναληφθοῦν τὴν 7ην Σεπτεμβρίου. Ἐν τῷ μεταξὺ τὰ τρέχοντα ζητήματα θὰ διεκπεραιώνῃ ὁ Ἀρχιεπίσκοπος.	[930, 222, 1070, 294]
nautical-subtitle: ΒΟΡΕΙΟΥ ΕΛΛΑΔΟΣ	[149, 1214, 258, 1227]
classified-ad: ΠΩΛΕΙΤΑΙ διαμέρισμα εἰς τὴν ὁδὸν Μητροπόλεως 3 δωματίων μὲ καλοριφέρ. Τηλ. 36-724.	[1229, 237, 1401, 268]
article-body: ΒΟΛΟΣ, 30.— Συνελήφθη ὁ Νικόλαος Δημητρίου, 38 ἐτῶν, διότι ἐνῷ ἐπιστρέψας εἰς τὴν οἰκίαν του ἀνεκάλυψε τὴν σύζυγόν του μετὰ τοῦ ἐραστοῦ της, ἠπείλησε τοῦτον διὰ πιστολίου. Κατόπιν παρεμβάσεως γειτόνων τὸ ἐπεισόδιον δὲν ἔλαβε τραγικὴν ἔκβασιν. Ὁ δράστης παρεπέμφθη εἰς τὸν εἰσαγγελέα.	[28, 726, 165, 820]
article-body: Ὁ Νομάρχης Θεσσαλονίκης καλεῖ τοὺς προβάλλοντας δικαιώματα ἐπὶ τῆς ἐκτάσεως ἡ ὁποία ἀπαλλοτριοῦται ὅπως ὑποβάλλουν τὰ σχετικὰ δικαιολογητικὰ ἐντὸς τῆς ταχθείσης προθεσμίας. Οἱ ἰδιοκτῆται: 1) Βασίλειος Ν. 2) Γεώργιος Κ. 3) Δημήτριος Α. 4) Κωνσταντῖνος Π.	[1229, 677, 1401, 739]
article-body: Οἱ ἐπιχειρήσαντες τὴν διάρρηξιν τοῦ κοσμηματοπωλείου τῆς ὁδοῦ Τσιμισκῆ Πέρσαι ὑπήκοοι θὰ δικασθοῦν τὴν προσεχῆ Δευτέραν ὑπὸ τοῦ Τριμελοῦς Πλημμελειοδικείου Θεσσαλονίκης. Οὗτοι συνελήφθησαν ἐπ᾿ αὐτοφώρῳ ὑπὸ ἀστυνομικῶν κατὰ τὴν νύκτα τῆς διαρρήξεως.	[171, 465, 307, 548]
ote-body: Φέρεται εἰς γνῶσιν τῶν συνδρομητῶν τηλεφώνου καὶ τοῦ κοινοῦ, ὅτι διὰ λόγους τεχνικούς, αὔριον Κυριακὴν 2αν Ἰουλίου καὶ ἀπὸ ὥρας 7—14 θὰ διακοπῇ αἱ τηλεφωνικαὶ συνδέσεις τῆς περιοχῆς Καραΐσκάκη — Βασιλίσσης Ὄλγας. Αἱ συνδέσεις θὰ ἀποκατασταθοῦν κατὰ τὰς ὥρας τῆς ἰδίας ἡμέρας.	[36, 1124, 299, 1176]
headline: ΠΛΗΡΩΜΗ ΜΕΡΙΣΜΑΤΩΝ ΤΟΥ ΜΕΤΟΧΙΚΟΥ ΤΑΜΕΙΟΥ ΠΟΛΙΤΙΚΩΝ ΥΠΑΛΛΗΛΩΝ	[474, 146, 610, 192]
article-body: Τὸ Μετοχικὸν Ταμεῖον Πολιτικῶν Ὑπαλλήλων ἀνακοινοῖ ὅτι ἀπὸ τῆς 3ης Ἰουλίου θὰ ἀρχίσῃ ἡ πληρωμὴ τῶν μερισμάτων τοῦ β΄ ἑξαμήνου εἰς τοὺς δικαιούχους διὰ τῶν ὑποκαταστημάτων τῆς Ἐθνικῆς Τραπέζης.	[319, 517, 464, 578]
headline: ΑΝΑΒΟΛΗ ΣΥΝΕΔΡΙΑΣΕΩΣ ΤΗΣ ΕΥΞΕΙΝΟΥ ΛΕΣΧΗΣ	[1090, 833, 1203, 868]
classified-ad: ΠΩΛΟΥΝΤΑΙ εἰς τὰ κάτωθι: 1) Ὑπόγειον 2) Διαμέρισμα 3) Κατάστημα. Τηλ. 52-690.	[1407, 241, 1580, 262]
ote-notice	[30, 1079, 305, 1185]
proclamation-body: Ὁ Δῆμος Ἀμπελοκήπων ἐκτίθησι εἰς δημοπρασίαν τὴν ἐκποίησιν τοῦ χόρτου νομῆς τῶν δημοτικῶν κτημάτων. Ἡ δημοπρασία θὰ διεξαχθῇ εἰς τὸ δημοτικὸν κατάστημα τὴν 8ην Ἰουλίου καὶ ὥραν 11 π.μ.	[628, 229, 770, 291]
classified-ad: ΑΓΟΡΑΖΟΝΤΑΙ ἔπιπλα μεταχειρισμένα εἰς καλὰς τιμάς. Τηλ. 74-069.	[1407, 192, 1580, 213]
classified-ad: ΠΡΟΣΦΕΡΕΤΑΙ διὰ συνοικέσιον κυρία 42 ἐτῶν μὲ ἀκίνητα. Τηλ. 43-010.	[1407, 339, 1580, 360]
article-body: Ἀνεβλήθη διὰ τὴν προσεχῆ δικάσιμον ἡ ὑπόθεσις τῆς ἀγγελιαφόρου ἡ ὁποία κατηγορεῖται ἐπὶ ὑπεξαιρέσει χρηματικοῦ ποσοῦ ἐκ τῆς ἐπιχειρήσεως εἰς τὴν ὁποίαν ἐργάζεται.	[28, 849, 165, 901]
classified-ad: ΕΝΟΙΚΙΑΖΟΝΤΑΙ διαμερίσματα μὲ ἢ ἄνευ ἐπίπλων. Τηλ. 42-210.	[1407, 413, 1580, 434]
anchor-icon	[36, 1195, 102, 1305]
article-body: ΑΘΗΝΑΙ, 30.— Δι᾿ ἀποφάσεως τοῦ ὑπουργείου Γεωργίας οἱ εἰσαγόμενοι ἐξ Ὀλλανδίας μόσχοι θὰ ἐπισημαίνωνται δι᾿ εἰδικῆς σφραγίδος ὥστε νὰ διακρίνωνται ἀπὸ τὰ ἐγχώρια ζῶα κατὰ τὴν σφαγὴν καὶ διάθεσιν τοῦ κρέατος.	[930, 158, 1070, 219]
article-body: Ὑπὸ τοῦ Τριμελοῦς Πλημμελειοδικείου Θεσσαλονίκης κατεδικάσθησαν εἰς φυλάκισιν 2,5 ἐτῶν ἕκαστος δύο τοξικομανεῖς διότι συνελήφθησαν κάνοντες χρῆσιν χασίς.	[930, 297, 1070, 349]
schools-banner: ΦΡΟΝΤΙΣΤΗΡΙΑ ΚΑΙ ΣΧΟΛΑΙ	[656, 412, 890, 432]
school-details: Εἰδικὰ τμήματα ὀλίγων μαθητῶν. Ἔναρξις μαθημάτων 1ῃ Ἰουλίου.	[641, 528, 757, 550]
headline: ΘΕΡΙΝΑΙ ΔΙΑΚΟΠΑΙ ΤΗΣ ΙΕΡΑΣ ΣΥΝΟΔΟΥ ΜΕΧΡΙ 7ΗΣ ΣΕΠΤΕΜΒΡΙΟΥ	[1078, 161, 1215, 216]
classified-ad: ΠΩΛΟΥΝΤΑΙ ἀγροτεμάχια εἰς Περαίαν εἰς λογικὰς τιμάς. Πληροφορίαι τηλ. 71-341.	[1229, 188, 1401, 209]
column-3	[628, 14, 918, 2294]
proclamations-banner: ΔΙΑΚΗΡΥΞΕΙΣ	[628, 14, 918, 61]
lead-headline: ΕΙΣ ΠΟΙΑΣ ΕΠΙΘΕΩΡΗΣΕΙΣ ΘΑ ΥΠΟΒΑΛΟΥΝ ΟΙ ΥΠΟΨΗΦΙΟΙ ΤΩΝ ΠΑΝΕΠΙΣΤΗΜΙΩΝ ΤΑ ΔΙΚΑΙΟΛΟΓΗΤΙΚΑ ΔΙΑ ΤΑΣ ΕΞΕΤΑΣΕΙΣ	[43, 52, 292, 141]
article-body: Τὸ Μετοχικὸν Ταμεῖον Πολιτικῶν Ὑπαλλήλων ἀνακοινοῖ ὅτι ἀπὸ τῆς 3ης Ἰουλίου θὰ ἀρχίσῃ ἡ πληρωμὴ τῶν μερισμάτων τοῦ β΄ ἑξαμήνου εἰς τοὺς δικαιούχους διὰ τῶν ὑποκαταστημάτων τῆς Ἐθνικῆς Τραπέζης.	[470, 194, 614, 256]
article-body: ΑΘΗΝΑΙ, 30.— Δι᾿ ἀποφάσεως τοῦ ὑπουργοῦ Κοινωνικῶν Ὑπηρεσιῶν χορηγοῦνται ἐκ τοῦ προϊόντος τῶν λαχείων ἐνισχύσεις εἰς τὰ κάτωθι ἱδρύματα Βορείου Ἑλλάδος: Ὀρφανοτροφεῖον Θηλέων Θεσσαλονίκης δρχ. 25.000, Γηροκομεῖον Κοζάνης δρχ. 15.000, Νοσοκομεῖον Σερρῶν δρχ. 30.000 καὶ Ἄσυλον ἀπόρων Καβάλας δρχ. 20.000.	[930, 43, 1070, 147]
excursions-subtitle: ΘΕΡΟΥΣ	[535, 1024, 606, 1044]
excursions-title: ΕΚΔΡΟΜΕΣ	[473, 998, 592, 1022]
headline: ΑΦΗΡΕΣΕ ΤΟ ΠΟΡΤΟΦΟΛΙ ΤΟΥ ΕΡΓΟΔΟΤΟΥ ΤΟΥ	[1098, 761, 1195, 796]
rhodes-body: Ἀναχωρήσεις ἐξ Ἀθηνῶν Πέμπτη 6 καὶ 13 Ἰουλίου · Συμμετοχὴ δρχ. 1.580 · Περιλαμβάνονται: εἰσιτήρια πλοίου, ξενοδοχεῖον, φαγητὸν, ξεναγήσεις	[1065, 1447, 1209, 1488]
deh-body: Φέρεται εἰς γνῶσιν τῶν καταναλωτῶν ὅτι τὴν Κυριακὴν 2αν Ἰουλίου θὰ διακοπῇ ἡ παροχὴ ρεύματος εἰς τὴν πόλιν τῆς Ἀλεξανδρείας ἀπὸ 07.00 ἕως 14.00.	[938, 1280, 1070, 1332]
article-body: Χθὲς ἐχειροτονήθη εἰς πρεσβύτερον ὁ διάκονος τοῦ ἱεροῦ ναοῦ Ἁγίου Δημητρίου.	[1076, 931, 1217, 961]
classified-ad: ΚΑΛΛΙΚΡΑΤΕΙΑ. Μάλεσι, οἰκόπεδα ἐπὶ τῆς θαλάσσης. Τηλ. 79-324.	[1407, 94, 1580, 115]
headline: ΠΥΡΓΟΣ ΕΛΕΓΧΟΥ ΜΕ ΤΑ ΠΛΕΟΝ ΤΕΛΕΙΑ ΜΗΧΑΝΗΜΑΤΑ ΕΝΕΚΑΙΝΙΣΘΗ ΕΙΣ ΤΟΝ ΑΕΡΟΛΙΜΕΝΑ ΤΟΥ ΕΛΛΗΝΙΚΟΥ	[34, 330, 301, 373]
article-body: ΑΘΗΝΑΙ, 30.— Ἡ Ἱερὰ Σύνοδος τῆς Ἐκκλησίας τῆς Ἑλλάδος διέκοψε τὰς ἐργασίας της διὰ τὰς θερινὰς διακοπάς. Αἱ συνεδριάσεις θὰ ἐπαναληφθοῦν τὴν 7ην Σεπτεμβρίου. Ἐν τῷ μεταξὺ τὰ τρέχοντα ζητήματα θὰ διεκπεραιώνῃ ὁ Ἀρχιεπίσκοπος.	[1076, 217, 1217, 290]
nautical-seat: ΕΔΡΑ: ΘΕΣΣΑΛΟΝΙΚΗ	[144, 1247, 263, 1260]
deh-notice	[321, 830, 612, 986]
headline: ΠΡΟΣΚΛΗΣΙΣ ΠΡΟΒΑΛΛΟΝΤΩΝ ΔΙΚΑΙΩΜΑΤΑ ΕΠΙ ΕΚΤΑΣΕΩΣ ΤΕΛΟΥΣΗΣ ΥΠΟ ΑΠΑΛΛΟΤΡΙΩΣΙΝ	[1247, 646, 1562, 675]
classified-ad: ΓΕΩΡΓΙΚΗ ΣΧΟΛΗ πωλεῖται οἰκόπεδον μὲ δένδρα. Τηλ. 41-262.	[1407, 143, 1580, 165]
wanted-title: ΖΗΤΕΙΤΑΙ	[496, 1157, 556, 1173]
headline: ΕΞΕΤΑΣΕΙΣ ΜΕΤΑΒΙΒΑΣΕΩΝ ΕΙΣ ΤΟ ΕΞΩΤΕΡΙΚΟΝ	[326, 339, 457, 375]
article-body: ΑΘΗΝΑΙ, 30.— Συνέρχεται αὔριον εἰς τὰς Ἀθήνας τὸ Πανελλήνιον Συνέδριον τῶν Ἀρτοποιῶν. Κατὰ τὰς ἐργασίας τοῦ συνεδρίου θὰ συζητηθοῦν τὰ προβλήματα τοῦ κλάδου, αἱ τιμαὶ τῶν ἀλεύρων καὶ ἡ ὀργάνωσις τῶν ἀρτοποιείων. Εἰς τὸ συνέδριον θὰ μετάσχουν ἀντιπρόσωποι ἐξ ὅλης τῆς Ἑλλάδος.	[319, 729, 464, 823]
article-body: ΑΘΗΝΑΙ, 30.— Συνέρχεται αὔριον εἰς τὰς Ἀθήνας τὸ Πανελλήνιον Συνέδριον τῶν Ἀρτοποιῶν. Κατὰ τὰς ἐργασίας τοῦ συνεδρίου θὰ συζητηθοῦν τὰ προβλήματα τοῦ κλάδου, αἱ τιμαὶ τῶν ἀλεύρων καὶ ἡ ὀργάνωσις τῶν ἀρτοποιείων. Εἰς τὸ συνέδριον θὰ μετάσχουν ἀντιπρόσωποι ἐξ ὅλης τῆς Ἑλλάδος.	[470, 47, 614, 140]
headline: ΜΕΤΑΒΑΣΕΙΣ ΕΚΤΑΣΕΩΝ ΕΙΣ ΚΟΙΝΟΤΗΤΑΣ ΤΟΥ ΝΟΜΟΥ ΣΕΡΡΩΝ	[323, 247, 460, 283]
article-body: Αἱ ἐξετάσεις τῶν ἐπιθυμούντων νὰ μεταβοῦν εἰς τὸ ἐξωτερικὸν πρὸς μετεκπαίδευσιν θὰ διεξαχθοῦν τὴν 10ην Ἰουλίου εἰς τὸ ὑπουργεῖον Παιδείας. Αἱ αἰτήσεις ὑποβάλλονται μέχρι τῆς 5ης Ἰουλίου.	[319, 377, 464, 439]
school-details: «Saint Vincent» · Ἀποφοιτήριον ἰσότιμον τοῦ Λυκείου · Μελενίκου 41 · Τηλ. 31.555	[639, 732, 907, 753]
headline: ΧΕΙΡΟΤΟΝΙΑ ΠΡΕΣΒΥΤΕΡΟΥ	[1104, 904, 1189, 928]
deh-signature: Ἐκ τῆς Δ.Ε.Η.	[552, 965, 602, 976]
school-name: ΠΥΘΑΓΟΡΑΣ · ΦΥΣΙΚΟΜΑΘΗΜΑΤΙΚΗ — ΓΕΩΠΟΝΙΑ	[636, 553, 762, 589]
proclamation-title: ΕΚΠΟΙΗΣΙΣ ΧΟΡΤΟΥ ΝΟΜΗΣ	[643, 202, 755, 226]
school-name: Φροντιστήριον «ΕΥΚΛΕΙΔΗΣ»	[809, 443, 885, 468]
article-body: Τελοῦνται αὔριον εἰς τὸ Κιλκὶς τὰ «Κωνσταντίνεια» πρὸς τιμὴν τοῦ Βασιλέως Κωνσταντίνου. Θὰ τελεσθῇ δοξολογία εἰς τὸν μητροπολιτικὸν ναὸν καὶ κατόπιν θὰ ἐπακολουθήσῃ κατάθεσις στεφάνων καὶ παρέλασις τῶν σχολείων καὶ τῶν στρατιωτικῶν τμημάτων.	[470, 296, 614, 369]
article-body: Αἱ ἐγγραφαὶ διὰ τὸ σχολικὸν ἔτος ἄρχονται τὴν 1ην Ἰουλίου. Πληροφορίαι εἰς τὰ γραφεῖα τῆς Χ.Α.Ν.Θ. τηλ. 76-471.	[1076, 992, 1217, 1034]
article-body: ΒΟΛΟΣ, 30.— Συνελήφθη ὁ Νικόλαος Δημητρίου, 38 ἐτῶν, διότι ἐνῷ ἐπιστρέψας εἰς τὴν οἰκίαν του ἀνεκάλυψε τὴν σύζυγόν του μετὰ τοῦ ἐραστοῦ της, ἠπείλησε τοῦτον διὰ πιστολίου. Κατόπιν παρεμβάσεως γειτόνων τὸ ἐπεισόδιον δὲν ἔλαβε τραγικὴν ἔκβασιν. Ὁ δράστης παρεπέμφθη εἰς τὸν εἰσαγγελέα.	[171, 686, 307, 779]
article-body: Ὑπὸ τοῦ Διαρκοῦς Στρατοδικείου Θεσσαλονίκης κατεδικάσθησαν εἰς φυλάκισιν στρατιῶται διὰ λιποταξίαν ἐν καιρῷ εἰρήνης. Οἱ κατηγορούμενοι ἀπεχώρησαν ἀπὸ τὰς μονάδας των χωρὶς ἄδειαν.	[470, 398, 614, 460]
classified-ad: ΠΩΛΕΙΤΑΙ διαμέρισμα ἀνακαινισμένον εἰς Καλαμαριάν, πλησίον θαλάσσης. Τηλ. 43-121.	[1229, 296, 1401, 317]
school-name: ΝΕΑ ΣΜΥΡΝΗ · ΙΑΤΡΙΚΗ	[787, 612, 907, 625]
classified-ad: ΠΩΛΕΙΤΑΙ κατάστημα Ἀρμενοῦ 61 εἰς εὐκαιριακὴν τιμήν. Τηλ. 36-724.	[1407, 314, 1580, 336]
proclamation-body: Ὁ Δασάρχης Θεσσαλονίκης ἐκτίθησι εἰς δημοπρασίαν 500 κυβικὰ μέτρα καυσοξύλων δρυὸς εἰς τὸ δάσος Χορτιάτη. Προσφοραὶ μέχρι τῆς 10ης Ἰουλίου.	[628, 322, 770, 374]
proclamation-title: ΑΝΑΔΙΑΡΘΡΩΣΙΣ ΤΕΧΝΑΣΙΩΝ ΠΛΑΚΩΝ	[788, 67, 906, 91]
article-body: Ἀνακοινοῦται ὅτι θὰ λειτουργήσουν νέα τμήματα διδασκαλίας τῆς Ἀγγλικῆς γλώσσης κατὰ τοὺς μῆνας Ἰούλιον καὶ Αὔγουστον: 1) Τμήματα Lower · 2) Τμήματα Proficiency · 3) Τμήματα Junior. Ἐγγραφαὶ εἰς τὰ γραφεῖα τοῦ Ἰνστιτούτου, τηλ. 23-461.	[1407, 570, 1580, 632]
rhodes-title: 10ΉΜ. ΕΚΔΡΟΜΕΣ ΡΟΔΟΥ	[1065, 1365, 1214, 1449]
article-body: ΑΘΗΝΑΙ, 30.— Διὰ ἀποφάσεως τοῦ ὑπουργοῦ Γεωργίας μεταβιβάζονται εἰς τὰς κοινότητας Πρώτης, Ἀχλαδοχωρίου, Νιγρίτης καὶ Σκουτάρεως ἐκτάσεις διὰ τὴν δημιουργίαν βοσκοτόπων.	[319, 285, 464, 337]
headline: ΑΛΜΑΤΙΚΕΣ ΠΡΟΟΔΟΙ	[482, 728, 602, 741]
headline: ΑΙ 7 ΔΙΑΦΟΡΑΙ	[1099, 1036, 1194, 1052]
taverna-signature: ΓΙΩΡΓΟΣ ΚΡΙΚΕΛΑΣ	[1486, 796, 1568, 807]
article-body: Ἀνακοινοῦται ὅτι θὰ λειτουργήσουν νέα τμήματα διδασκαλίας τῆς Ἀγγλικῆς γλώσσης κατὰ τοὺς μῆνας Ἰούλιον καὶ Αὔγουστον: 1) Τμήματα Lower · 2) Τμήματα Proficiency · 3) Τμήματα Junior. Ἐγγραφαὶ εἰς τὰ γραφεῖα τοῦ Ἰνστιτούτου, τηλ. 23-461.	[1229, 570, 1401, 632]
classified-ad: «ΚΤΗΜΑΤΙΚΗ» πωλοῦνται οἰκόπεδα εἰς ὅλας τὰς περιοχάς. Ἀγ. Σοφίας 26. Τηλ. 76-321.	[1407, 119, 1580, 140]
article-body: Αἱ ἐξετάσεις τῶν ἐπιθυμούντων νὰ μεταβοῦν εἰς τὸ ἐξωτερικὸν πρὸς μετεκπαίδευσιν θὰ διεξαχθοῦν τὴν 10ην Ἰουλίου εἰς τὸ ὑπουργεῖον Παιδείας. Αἱ αἰτήσεις ὑποβάλλονται μέχρι τῆς 5ης Ἰουλίου.	[470, 527, 614, 589]
summer-title: ΕΥΧΑΡΙΣΤΟ ΚΑΛΟΚΑΙΡΙ	[1099, 1538, 1175, 1568]
column-1	[28, 14, 307, 2294]
school-details: Τμήματα δύο μηνῶν · προετοιμασία ὑποψηφίων Σχολῆς Εὐελπίδων καὶ Ἰατρικῆς. Ἔναρξις 1ῃ Ἰουλίου.	[636, 468, 762, 500]
article-body: Διὰ νέου διοικητικοῦ συμβουλίου τῆς Ἑλληνικῆς Βιομηχανίας Ζαχάρεως ἐξελέγησαν οἱ κ.κ. Τσουλουχᾶς, Παπαδόπουλος, Παπαϊωάννου καὶ Βλάχος. Πρόεδρος ἐξελέγη ὁ κ. Γ. Γιαλλουρίδης.	[319, 581, 464, 643]
article-body: 1) Ἐποπτικὰ μέσα διδασκαλίας · 2) Ἐξειδικευμένοι καθηγηταί · 3) Ὀλιγομελῆ τμήματα · 4) Διαγωνίσματα κάθε ἑβδομάδα · 5) Βιβλιοθήκη · 6) Ἐπικοινωνία μὲ γονεῖς · 7) Ἀποτελέσματα	[1076, 1053, 1217, 1116]
